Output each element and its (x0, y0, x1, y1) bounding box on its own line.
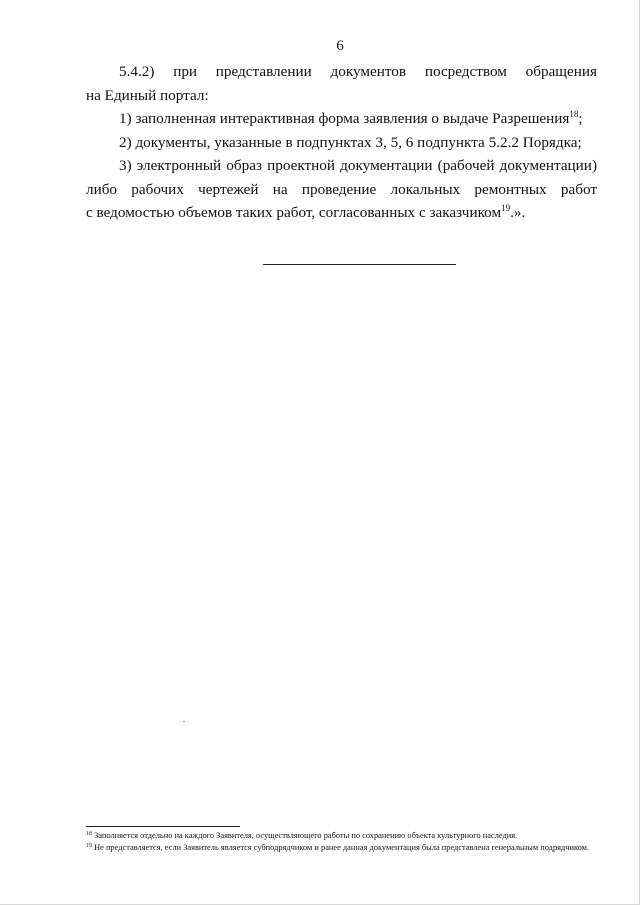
list-item-1 (86, 107, 597, 131)
footnote-number: 19 (86, 843, 92, 849)
end-separator-line (263, 264, 456, 265)
footnote-ref-19: 19 (501, 203, 511, 213)
clause-intro-continuation: на Единый портал: (86, 86, 209, 104)
page-number: 6 (336, 38, 344, 54)
list-item-3-line-3: с ведомостью объемов таких работ, согласованных с заказчиком$^{19}$.». (86, 203, 526, 221)
scan-speck (183, 721, 185, 722)
list-item-3-line-1: 3) электронный образ проектной документации (рабочей документации) (119, 157, 597, 174)
list-item-text: 1) заполненная интерактивная форма заявления о выдаче Разрешения (119, 110, 570, 127)
list-item-2 (86, 131, 597, 155)
footnote-divider (86, 826, 240, 827)
footnote-text: Не представляется, если Заявитель является субподрядчиком и ранее данная документация была представлена генеральным подрядчиком. (92, 843, 590, 852)
footnote-text: Заполняется отдельно на каждого Заявителя, осуществляющего работы по сохранению объекта культурного наследия. (92, 831, 518, 840)
footnote-ref-18: 18 (569, 109, 579, 119)
list-item-text: 2) документы, указанные в подпунктах 3, 5, 6 подпункта 5.2.2 Порядка; (119, 133, 582, 151)
footnote-18 (86, 830, 606, 842)
footnote-number: 18 (86, 831, 92, 837)
document-body (86, 60, 597, 225)
list-item-tail: ; (578, 110, 583, 127)
list-item-3-line-2: либо рабочих чертежей на проведение локальных ремонтных работ (86, 180, 597, 198)
footnotes (86, 830, 606, 854)
clause-intro-line: 5.4.2) при представлении документов посредством обращения (119, 63, 597, 80)
list-item-3 (86, 154, 597, 225)
footnote-19 (86, 842, 606, 854)
clause-5-4-2 (86, 60, 597, 107)
